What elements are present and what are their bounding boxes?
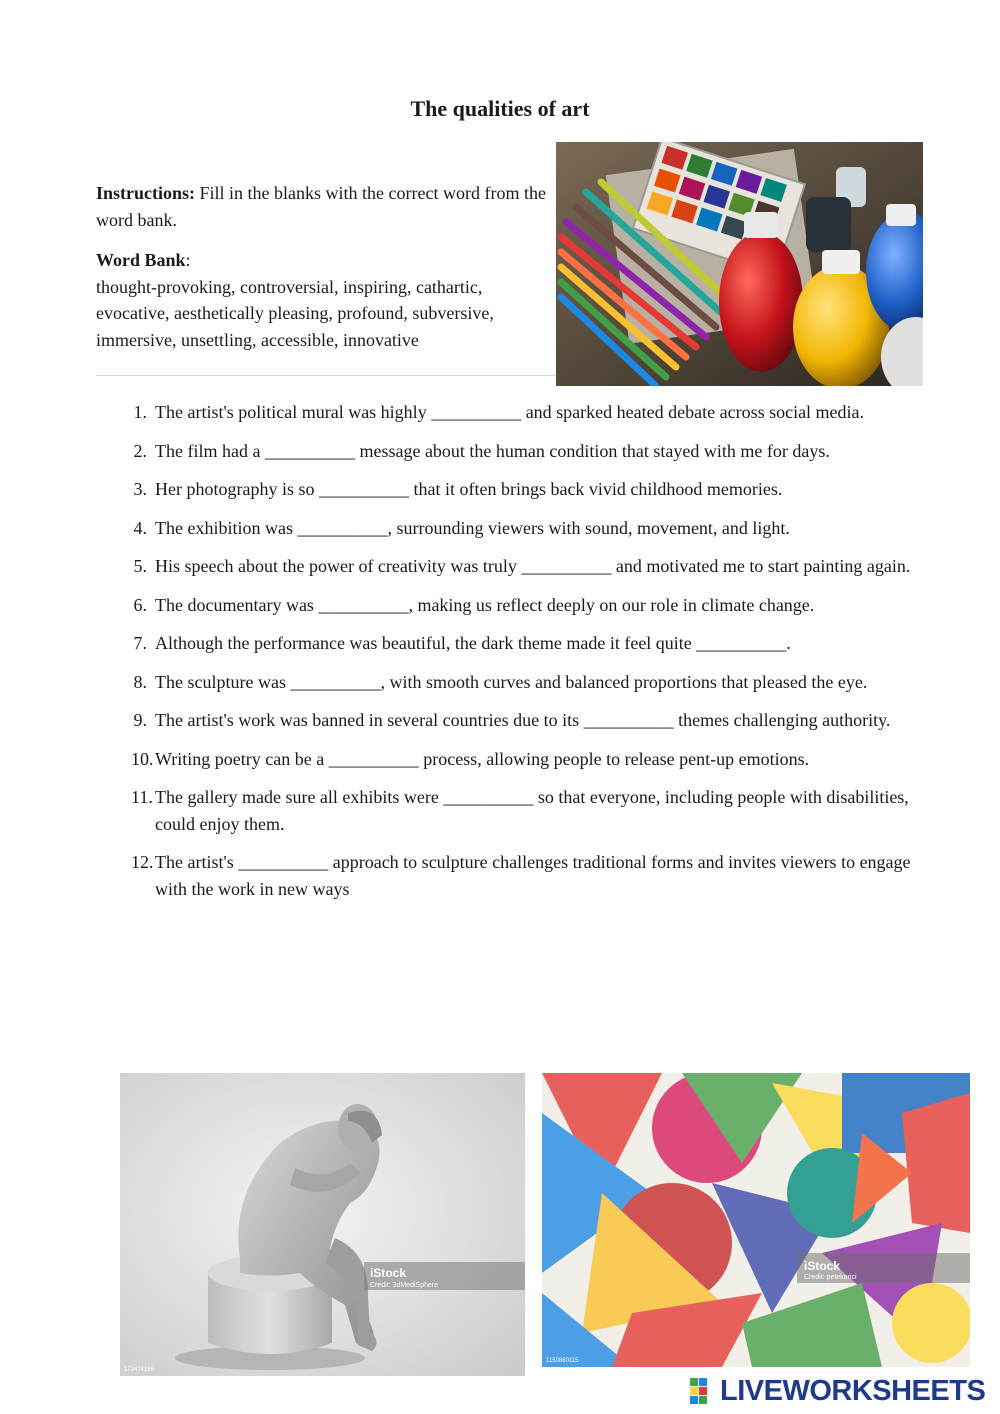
instructions-text: Fill in the blanks with the correct word from the word bank. (96, 183, 546, 230)
question-number: 8. (133, 671, 147, 692)
question-number: 7. (133, 633, 147, 653)
question-text: Writing poetry can be a __________ process, allowing people to release pent-up emotions. (155, 748, 810, 769)
question-text: The sculpture was __________, with smooth curves and balanced proportions that pleased the eye. (155, 671, 868, 692)
list-item (96, 592, 912, 619)
liveworksheets-logo-icon (690, 1378, 716, 1404)
question-number: 10. (131, 748, 154, 769)
list-item (96, 630, 912, 657)
abstract-shapes-photo (542, 1073, 970, 1367)
question-text: The artist's political mural was highly __________ and sparked heated debate across social media. (155, 402, 865, 422)
list-item (96, 399, 912, 426)
question-number: 2. (133, 440, 147, 461)
question-text: The gallery made sure all exhibits were __________ so that everyone, including people with disabilities, could enjoy them. (155, 787, 909, 834)
liveworksheets-branding[interactable] (690, 1376, 985, 1406)
divider (96, 375, 556, 376)
question-number: 9. (133, 710, 147, 730)
question-text: Her photography is so __________ that it often brings back vivid childhood memories. (155, 479, 783, 499)
credit-text: Credit: 3dMediSphere (370, 1282, 439, 1289)
question-number: 4. (133, 517, 147, 538)
list-item (96, 669, 912, 696)
credit-text: Credit: petekarici (804, 1274, 857, 1281)
question-number: 1. (133, 402, 147, 422)
brand-text: LIVEWORKSHEETS (720, 1374, 986, 1407)
instructions-block (96, 180, 546, 353)
question-list (96, 399, 912, 914)
list-item (96, 553, 912, 580)
question-text: The artist's __________ approach to sculpture challenges traditional forms and invites viewers to engage with the work in new ways (155, 852, 911, 899)
watermark-text: iStock (370, 1266, 407, 1280)
image-id-text: 1150860115 (546, 1358, 579, 1364)
question-text: The artist's work was banned in several countries due to its __________ themes challenging authority. (155, 710, 891, 730)
sculpture-photo (120, 1073, 525, 1376)
question-number: 12. (131, 852, 154, 872)
question-text: The documentary was __________, making us reflect deeply on our role in climate change. (155, 594, 815, 615)
question-number: 3. (133, 479, 147, 499)
question-text: The exhibition was __________, surrounding viewers with sound, movement, and light. (155, 517, 790, 538)
list-item (96, 438, 912, 465)
question-text: Although the performance was beautiful, the dark theme made it feel quite __________. (155, 633, 791, 653)
question-number: 5. (133, 556, 147, 576)
image-id-text: 172474195 (124, 1367, 155, 1373)
word-bank-label: Word Bank (96, 250, 186, 270)
question-number: 11. (131, 787, 153, 807)
list-item (96, 849, 912, 902)
page-title: The qualities of art (410, 96, 590, 121)
word-bank-words: thought-provoking, controversial, inspiring, cathartic, evocative, aesthetically pleasing, profound, subversive, immersive, unsettling, accessible, innovative (96, 276, 494, 350)
instructions-label: Instructions: (96, 183, 196, 203)
list-item (96, 476, 912, 503)
list-item (96, 746, 912, 773)
question-text: His speech about the power of creativity was truly __________ and motivated me to start painting again. (155, 556, 911, 576)
list-item (96, 515, 912, 542)
list-item (96, 707, 912, 734)
watermark-text: iStock (804, 1259, 841, 1273)
art-supplies-photo (556, 142, 923, 386)
word-bank-heading (96, 247, 546, 274)
list-item (96, 784, 912, 837)
instructions-paragraph (96, 180, 546, 233)
word-bank-colon: : (185, 250, 191, 270)
question-text: The film had a __________ message about the human condition that stayed with me for days. (155, 440, 830, 461)
question-number: 6. (133, 594, 147, 615)
